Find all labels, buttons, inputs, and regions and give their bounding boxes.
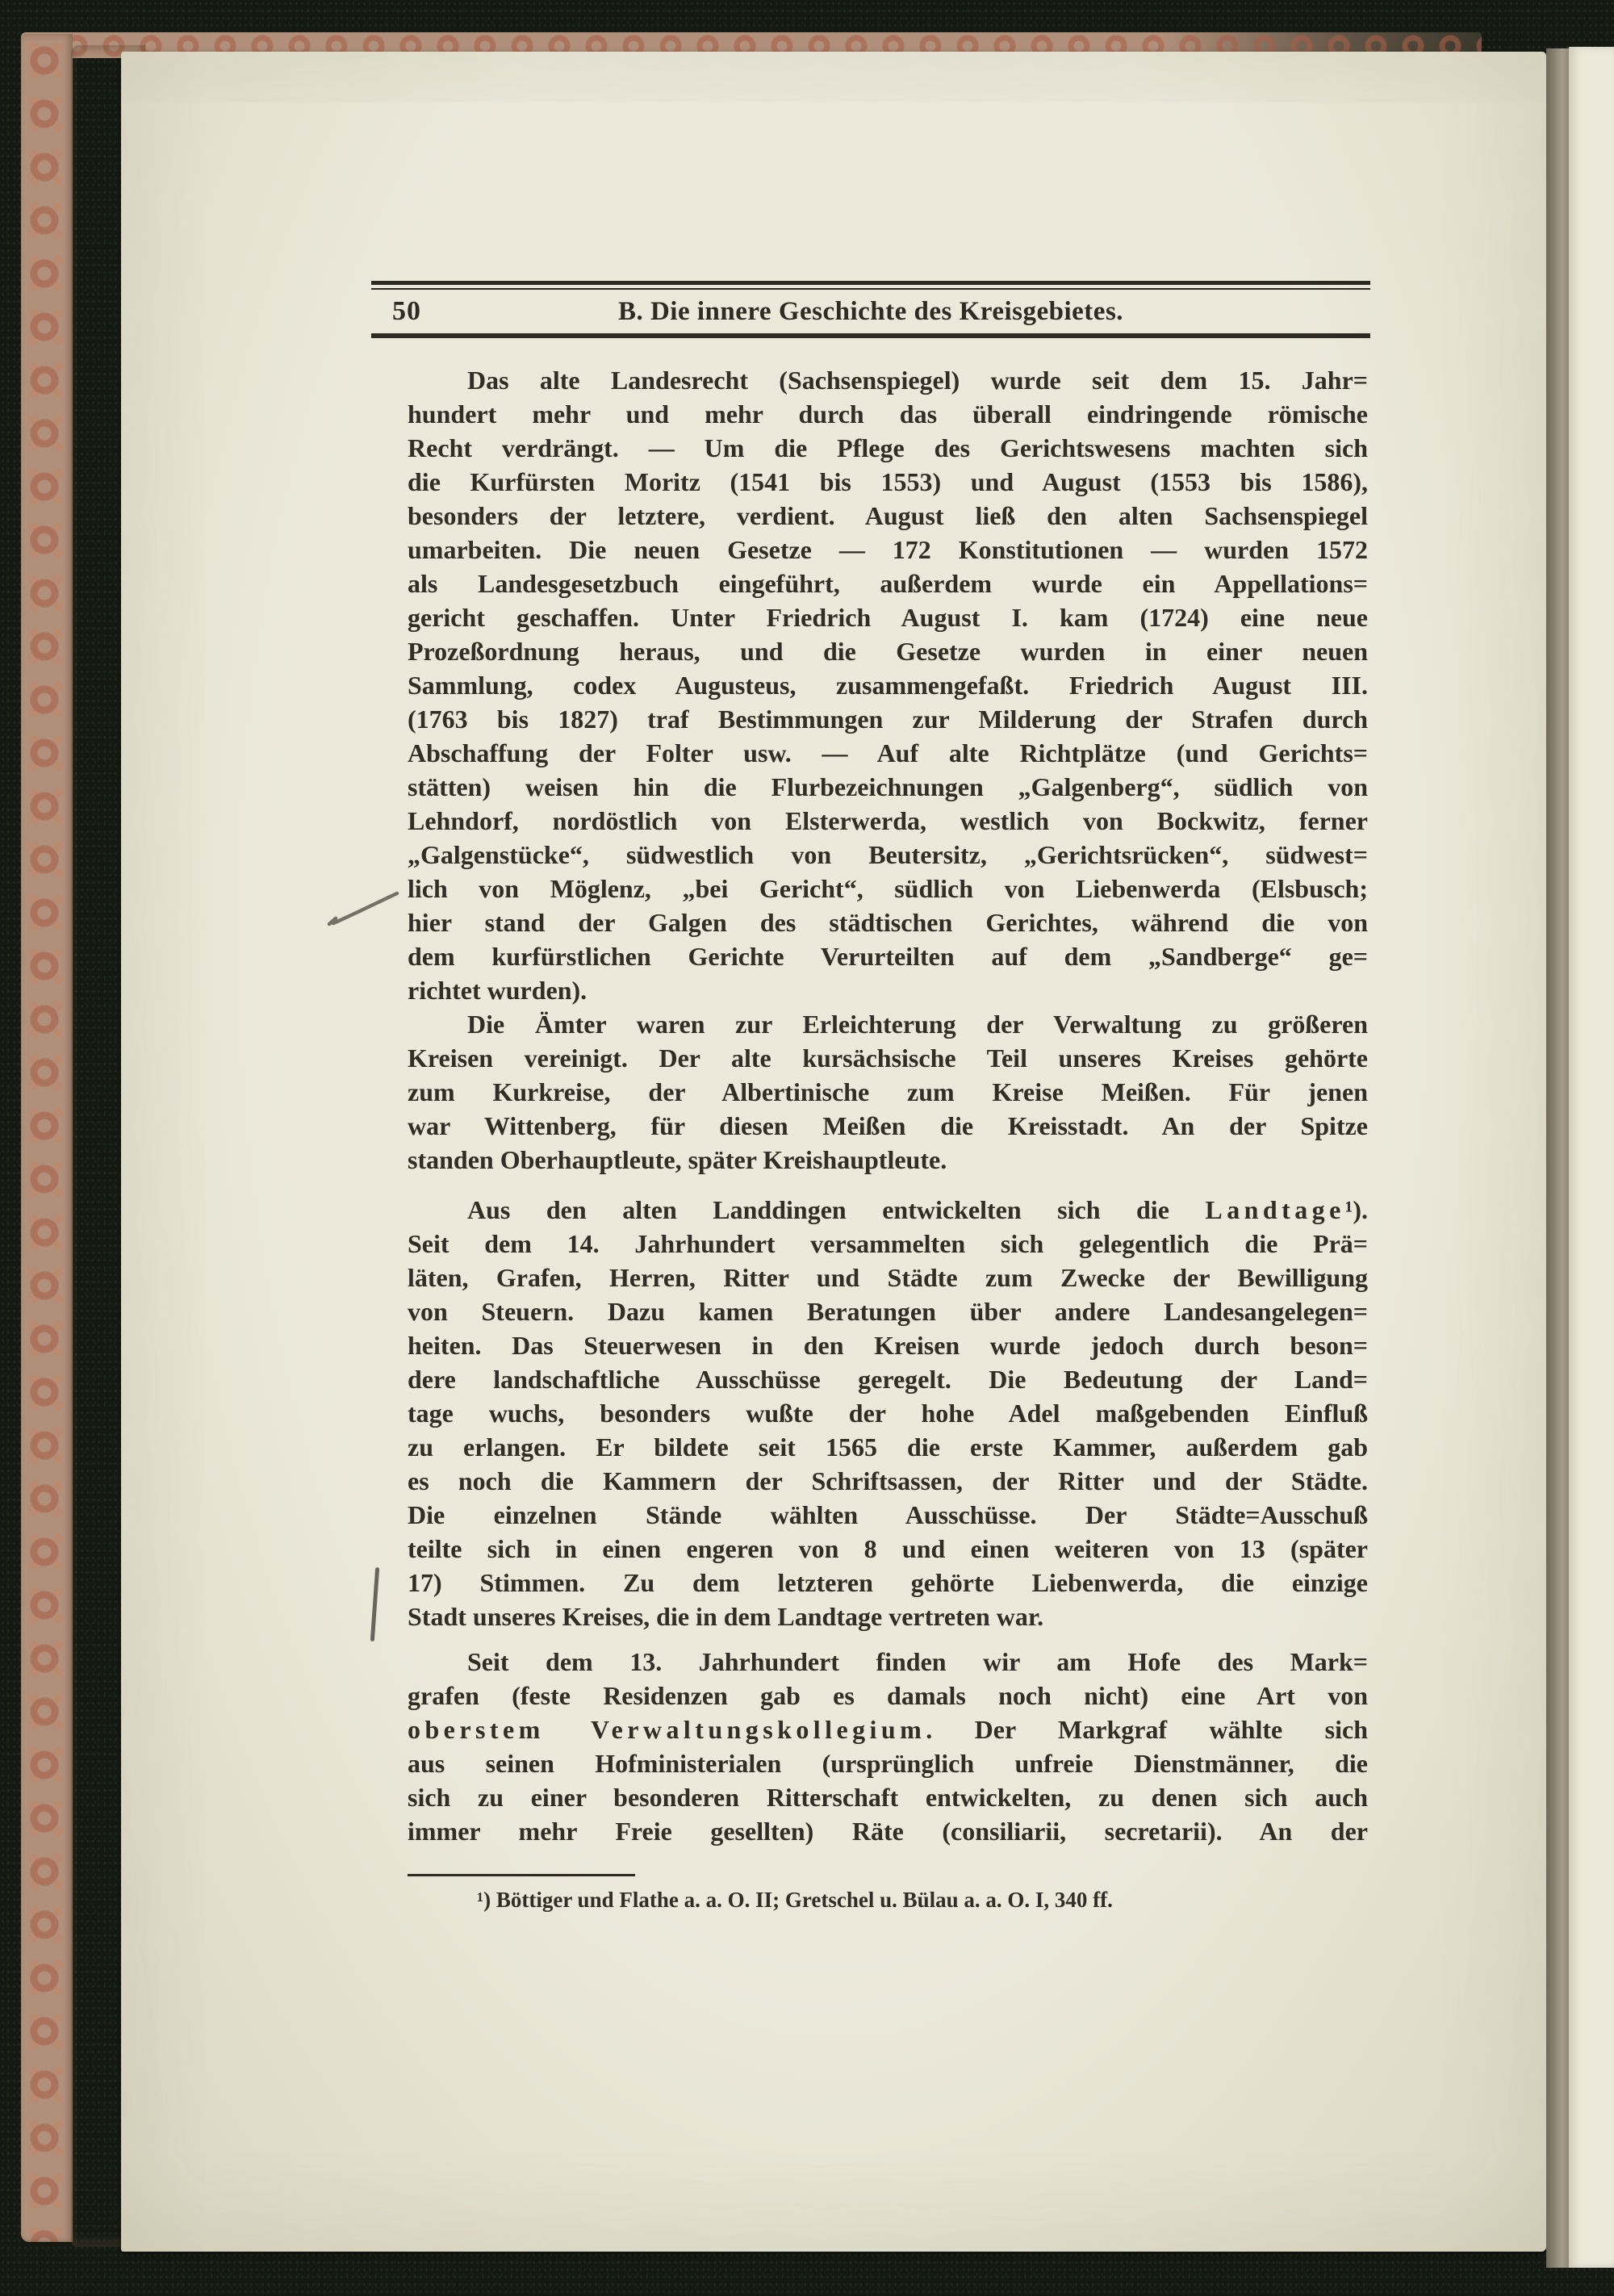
text-line: als Landesgesetzbuch eingeführt, außerdem wurde ein Appellations= [408,569,1368,598]
text-line: Die Ämter waren zur Erleichterung der Verwaltung zu größeren [467,1010,1368,1039]
text-line: Seit dem 13. Jahrhundert finden wir am Hofe des Mark= [467,1647,1368,1676]
text-line: Lehndorf, nordöstlich von Elsterwerda, westlich von Bockwitz, ferner [408,806,1368,835]
running-title: B. Die innere Geschichte des Kreisgebietes. [617,296,1124,326]
text-line: Sammlung, codex Augusteus, zusammengefaßt. Friedrich August III. [408,671,1368,700]
text-segment: ¹). [1344,1195,1368,1224]
text-line: Kreisen vereinigt. Der alte kursächsische Teil unseres Kreises gehörte [408,1043,1368,1073]
head-rule-thick [371,281,1370,285]
text-line: Die einzelnen Stände wählten Ausschüsse. Der Städte=Ausschuß [408,1500,1368,1529]
footnote: ¹) Böttiger und Flathe a. a. O. II; Gretschel u. Bülau a. a. O. I, 340 ff. [477,1888,1113,1912]
text-line: zum Kurkreise, der Albertinische zum Kreise Meißen. Für jenen [408,1077,1368,1106]
text-line: stätten) weisen hin die Flurbezeichnungen „Galgenberg“, südlich von [408,772,1368,801]
text-line: Stadt unseres Kreises, die in dem Landtage vertreten war. [408,1602,1044,1631]
text-line: sich zu einer besonderen Ritterschaft entwickelten, zu denen sich auch [408,1783,1368,1812]
page-number: 50 [392,296,421,326]
text-line: „Galgenstücke“, südwestlich von Beutersitz, „Gerichtsrücken“, südwest= [408,840,1368,869]
next-page-edge [1569,47,1614,2268]
text-line: aus seinen Hofministerialen (ursprünglich unfreie Dienstmänner, die [408,1749,1368,1778]
text-line: heiten. Das Steuerwesen in den Kreisen wurde jedoch durch beson= [408,1331,1368,1360]
paragraph [408,363,1368,1007]
text-line: dere landschaftliche Ausschüsse geregelt. Die Bedeutung der Land= [408,1365,1368,1394]
text-segment: . Der Markgraf wählte sich [926,1715,1369,1744]
text-line: Abschaffung der Folter usw. — Auf alte Richtplätze (und Gerichts= [408,738,1368,767]
text-block [408,363,1368,1848]
text-line: richtet wurden). [408,976,587,1005]
head-rule-bottom [371,333,1370,338]
head-line [371,290,1370,333]
letterspaced-text: Landtage [1205,1195,1345,1224]
text-line: Recht verdrängt. — Um die Pflege des Gerichtswesens machten sich [408,433,1368,462]
text-line: 17) Stimmen. Zu dem letzteren gehörte Liebenwerda, die einzige [408,1568,1368,1597]
letterspaced-text: oberstem Verwaltungskollegium [408,1715,926,1744]
text-line: Das alte Landesrecht (Sachsenspiegel) wurde seit dem 15. Jahr= [467,366,1368,395]
running-head [371,281,1370,338]
text-line: läten, Grafen, Herren, Ritter und Städte zum Zwecke der Bewilligung [408,1263,1368,1292]
paragraph [408,1007,1368,1177]
text-line: umarbeiten. Die neuen Gesetze — 172 Konstitutionen — wurden 1572 [408,535,1368,564]
text-line: zu erlangen. Er bildete seit 1565 die erste Kammer, außerdem gab [408,1432,1368,1462]
text-line: hier stand der Galgen des städtischen Gerichtes, während die von [408,908,1368,937]
text-line: teilte sich in einen engeren von 8 und einen weiteren von 13 (später [408,1534,1368,1563]
text-line: grafen (feste Residenzen gab es damals noch nicht) eine Art von [408,1681,1368,1710]
book-page [121,52,1546,2252]
paragraph [408,1193,1368,1633]
footnote-rule [408,1874,635,1876]
text-line: lich von Möglenz, „bei Gericht“, südlich von Liebenwerda (Elsbusch; [408,874,1368,903]
text-segment: Aus den alten Landdingen entwickelten sich die [467,1195,1206,1224]
gutter-shadow [1546,48,1569,2268]
text-line [408,1713,1368,1746]
text-line: Prozeßordnung heraus, und die Gesetze wurden in einer neuen [408,637,1368,666]
text-line: war Wittenberg, für diesen Meißen die Kreisstadt. An der Spitze [408,1111,1368,1140]
text-line: tage wuchs, besonders wußte der hohe Adel maßgebenden Einfluß [408,1399,1368,1428]
text-line: (1763 bis 1827) traf Bestimmungen zur Milderung der Strafen durch [408,705,1368,734]
text-line: Seit dem 14. Jahrhundert versammelten sich gelegentlich die Prä= [408,1229,1368,1258]
text-line: immer mehr Freie gesellten) Räte (consiliarii, secretarii). An der [408,1817,1368,1846]
text-line [408,1193,1368,1227]
text-line: es noch die Kammern der Schriftsassen, der Ritter und der Städte. [408,1466,1368,1495]
text-line: gericht geschaffen. Unter Friedrich August I. kam (1724) eine neue [408,603,1368,632]
paragraph [408,1645,1368,1848]
text-line: dem kurfürstlichen Gerichte Verurteilten auf dem „Sandberge“ ge= [408,942,1368,971]
text-line: standen Oberhauptleute, später Kreishauptleute. [408,1145,947,1174]
text-line: hundert mehr und mehr durch das überall eindringende römische [408,399,1368,429]
book-cover-edge-left [21,34,73,2242]
pencil-arrow-mark [324,886,402,930]
text-line: besonders der letztere, verdient. August ließ den alten Sachsenspiegel [408,501,1368,530]
text-line: von Steuern. Dazu kamen Beratungen über andere Landesangelegen= [408,1297,1368,1326]
text-line: die Kurfürsten Moritz (1541 bis 1553) und August (1553 bis 1586), [408,467,1368,496]
